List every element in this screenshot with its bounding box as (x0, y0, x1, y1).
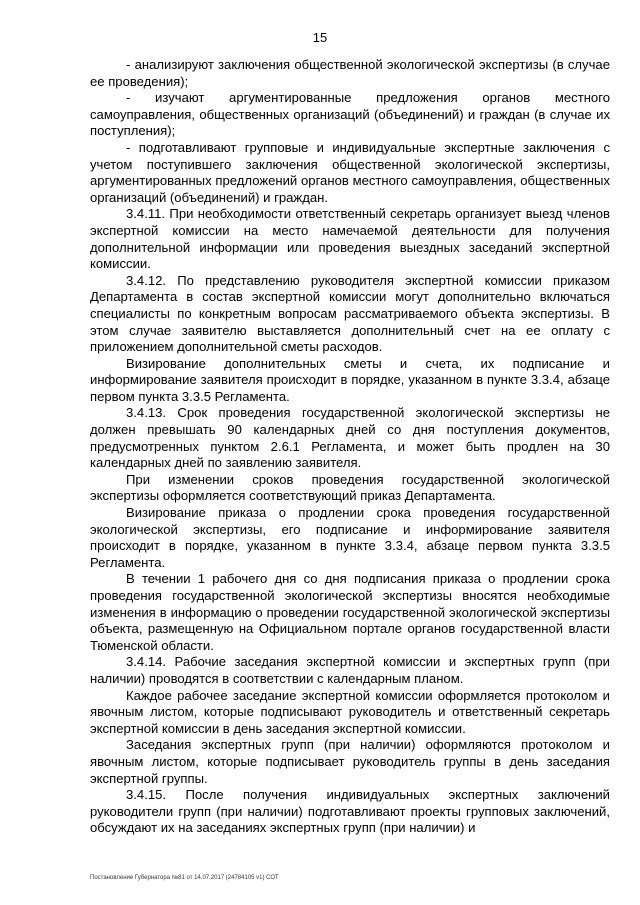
document-body (90, 57, 610, 837)
paragraph-bullet-study: - изучают аргументированные предложения органов местного самоуправления, общественных организаций (объединений) и граждан (в случае их поступления); (90, 90, 610, 139)
paragraph-term-change: При изменении сроков проведения государственной экологической экспертизы оформляется соответствующий приказ Департамента. (90, 471, 610, 504)
paragraph-visa-estimate: Визирование дополнительных сметы и счета, их подписание и информирование заявителя происходит в порядке, указанном в пункте 3.3.4, абзаце первом пункта 3.3.5 Регламента. (90, 355, 610, 404)
page-number: 15 (312, 30, 328, 45)
paragraph-3-4-11: 3.4.11. При необходимости ответственный секретарь организует выезд членов экспертной комиссии на место намечаемой деятельности для получения дополнительной информации или проведения выездных заседаний экспертной комиссии. (90, 206, 610, 272)
paragraph-bullet-prepare: - подготавливают групповые и индивидуальные экспертные заключения с учетом поступившего заключения общественной экологической экспертизы, аргументированных предложений органов местного самоуправления, общественных организаций (объединений) и граждан. (90, 139, 610, 205)
paragraph-3-4-13: 3.4.13. Срок проведения государственной экологической экспертизы не должен превышать 90 календарных дней со дня поступления документов, предусмотренных пунктом 2.6.1 Регламента, и может быть продлен на 30 календарных дней по заявлению заявителя. (90, 405, 610, 471)
paragraph-3-4-15: 3.4.15. После получения индивидуальных экспертных заключений руководители групп (при наличии) подготавливают проекты групповых заключений, обсуждают их на заседаниях экспертных групп (при наличии) и (90, 787, 610, 836)
paragraph-portal-update: В течении 1 рабочего дня со дня подписания приказа о продлении срока проведения государственной экологической экспертизы вносятся необходимые изменения в информацию о проведении государственной экологической экспертизы объекта, размещенную на Официальном портале органов государственной власти Тюменской области. (90, 571, 610, 653)
paragraph-bullet-analyze: - анализируют заключения общественной экологической экспертизы (в случае ее проведения); (90, 57, 610, 89)
paragraph-group-meeting: Заседания экспертных групп (при наличии) оформляются протоколом и явочным листом, которые подписывает руководитель группы в день заседания экспертной группы. (90, 737, 610, 786)
paragraph-commission-meeting: Каждое рабочее заседание экспертной комиссии оформляется протоколом и явочным листом, которые подписывают руководитель и ответственный секретарь экспертной комиссии в день заседания экспертной комиссии. (90, 687, 610, 736)
paragraph-3-4-12: 3.4.12. По представлению руководителя экспертной комиссии приказом Департамента в состав экспертной комиссии могут дополнительно включаться специалисты по конкретным вопросам рассматриваемого объекта экспертизы. В этом случае заявителю выставляется дополнительный счет на ее оплату с приложением дополнительной сметы расходов. (90, 272, 610, 355)
document-footer: Постановление Губернатора №81 от 14.07.2017 (24784105 v1) СОТ (90, 875, 279, 881)
paragraph-3-4-14: 3.4.14. Рабочие заседания экспертной комиссии и экспертных групп (при наличии) проводятся в соответствии с календарным планом. (90, 654, 610, 686)
paragraph-visa-order: Визирование приказа о продлении срока проведения государственной экологической экспертизы, его подписание и информирование заявителя происходит в порядке, указанном в пункте 3.3.4, абзаце первом пункта 3.3.5 Регламента. (90, 505, 610, 570)
